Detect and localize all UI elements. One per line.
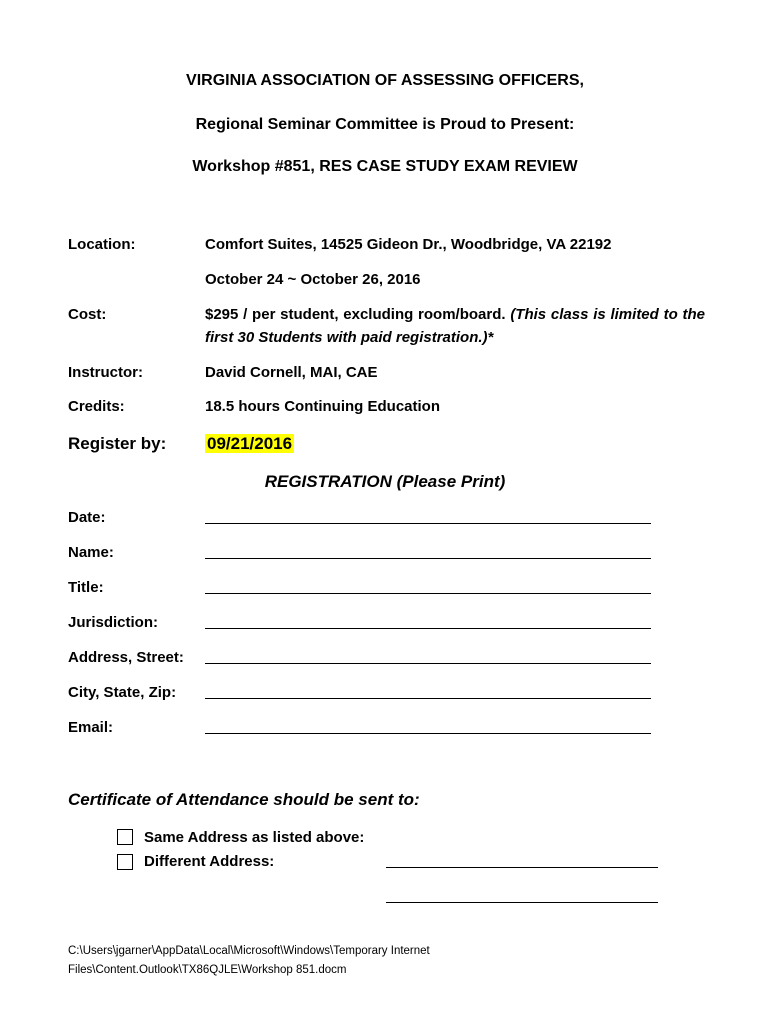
workshop-title: Workshop #851, RES CASE STUDY EXAM REVIEW bbox=[192, 158, 578, 175]
cost-note: (This class is limited to the first 30 Students with paid registration.)* bbox=[205, 306, 705, 346]
field-line-city-state-zip[interactable] bbox=[205, 698, 651, 699]
cost-label: Cost: bbox=[68, 306, 107, 323]
organization-title: VIRGINIA ASSOCIATION OF ASSESSING OFFICERS, bbox=[186, 72, 584, 89]
cost-value bbox=[205, 303, 705, 349]
field-line-address-street[interactable] bbox=[205, 663, 651, 664]
credits-value: 18.5 hours Continuing Education bbox=[205, 398, 441, 415]
field-label-jurisdiction: Jurisdiction: bbox=[68, 614, 159, 631]
field-line-name[interactable] bbox=[205, 558, 651, 559]
instructor-label: Instructor: bbox=[68, 364, 143, 381]
different-address-line-2[interactable] bbox=[386, 902, 658, 903]
different-address-line-1[interactable] bbox=[386, 867, 658, 868]
cost-amount: $295 / per student, excluding room/board. bbox=[205, 306, 511, 323]
field-label-date: Date: bbox=[68, 509, 106, 526]
certificate-title: Certificate of Attendance should be sent to: bbox=[68, 790, 420, 809]
field-line-email[interactable] bbox=[205, 733, 651, 734]
same-address-checkbox[interactable] bbox=[117, 829, 133, 845]
field-line-date[interactable] bbox=[205, 523, 651, 524]
different-address-label: Different Address: bbox=[144, 853, 275, 870]
file-path-line-2: Files\Content.Outlook\TX86QJLE\Workshop 851.docm bbox=[68, 964, 347, 976]
register-by-date-highlight: 09/21/2016 bbox=[207, 434, 293, 453]
credits-label: Credits: bbox=[68, 398, 125, 415]
committee-subtitle: Regional Seminar Committee is Proud to Present: bbox=[195, 116, 575, 133]
field-line-title[interactable] bbox=[205, 593, 651, 594]
dates-value: October 24 ~ October 26, 2016 bbox=[205, 271, 421, 288]
registration-title: REGISTRATION (Please Print) bbox=[264, 472, 506, 491]
field-label-name: Name: bbox=[68, 544, 114, 561]
field-label-address-street: Address, Street: bbox=[68, 649, 184, 666]
same-address-label: Same Address as listed above: bbox=[144, 829, 365, 846]
location-label: Location: bbox=[68, 236, 136, 253]
field-line-jurisdiction[interactable] bbox=[205, 628, 651, 629]
field-label-title: Title: bbox=[68, 579, 104, 596]
field-label-city-state-zip: City, State, Zip: bbox=[68, 684, 177, 701]
file-path-line-1: C:\Users\jgarner\AppData\Local\Microsoft\Windows\Temporary Internet bbox=[68, 945, 430, 957]
instructor-value: David Cornell, MAI, CAE bbox=[205, 364, 378, 381]
location-value: Comfort Suites, 14525 Gideon Dr., Woodbridge, VA 22192 bbox=[205, 236, 612, 253]
different-address-checkbox[interactable] bbox=[117, 854, 133, 870]
field-label-email: Email: bbox=[68, 719, 114, 736]
register-by-date bbox=[205, 434, 294, 454]
register-by-label: Register by: bbox=[68, 434, 167, 453]
